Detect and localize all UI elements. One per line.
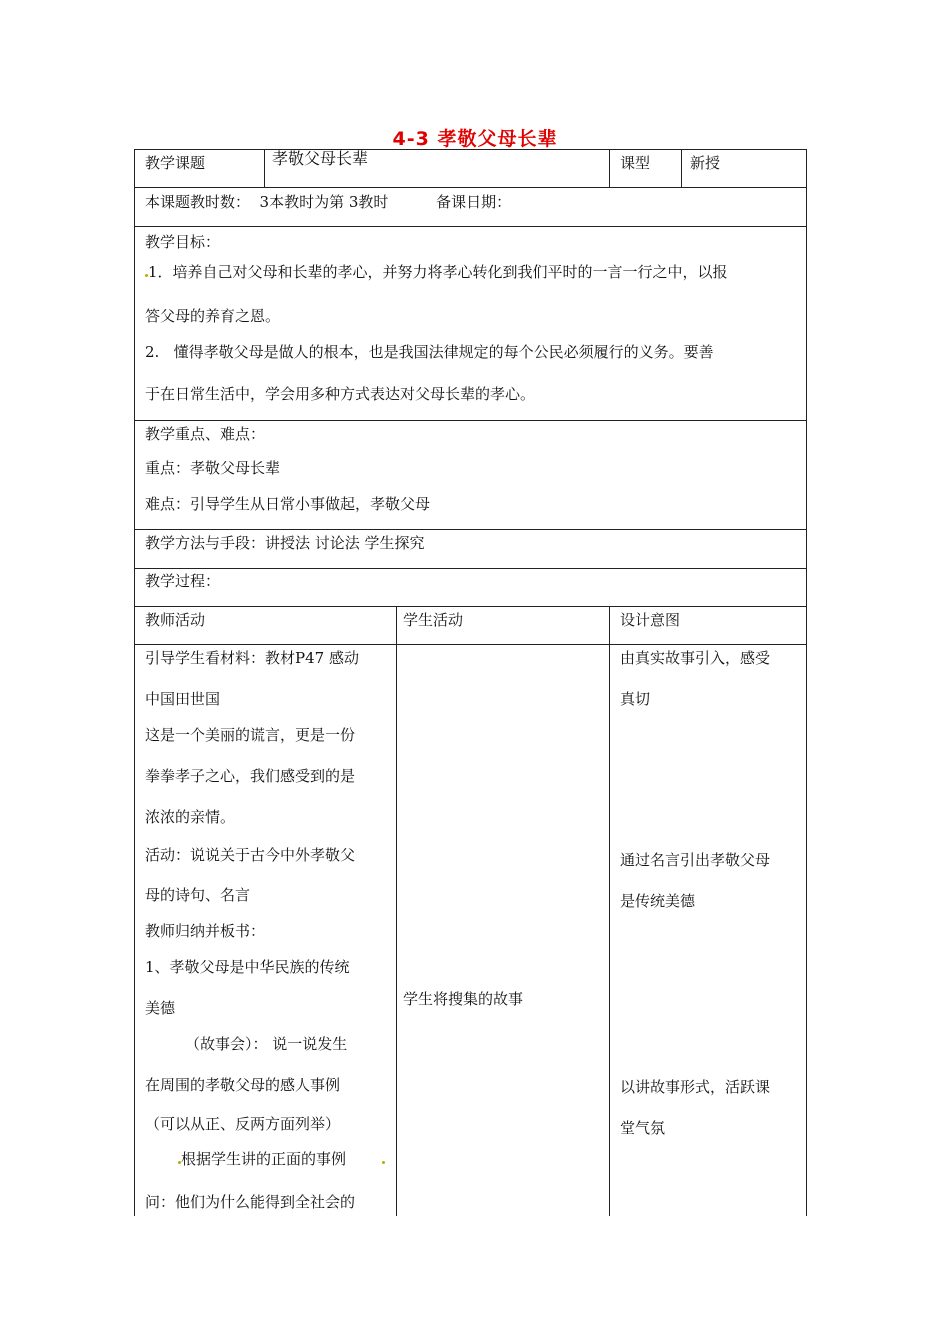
teacher-line: 美德 <box>145 999 176 1017</box>
teacher-line: 在周围的孝敬父母的感人事例 <box>145 1076 341 1094</box>
row-divider <box>135 568 806 569</box>
key-points-heading: 教学重点、难点： <box>145 425 266 443</box>
methods-row: 教学方法与手段：讲授法 讨论法 学生探究 <box>145 534 425 552</box>
intent-line: 是传统美德 <box>620 892 696 910</box>
topic-value: 孝敬父母长辈 <box>272 149 369 168</box>
column-divider <box>609 606 610 1216</box>
intent-line: 堂气氛 <box>620 1119 666 1137</box>
intent-line: 通过名言引出孝敬父母 <box>620 851 771 869</box>
objective-line: 答父母的养育之恩。 <box>145 307 281 325</box>
intent-line: 真切 <box>620 690 651 708</box>
document-title: 4-3 孝敬父母长辈 <box>392 128 558 150</box>
teacher-line: 浓浓的亲情。 <box>145 808 236 826</box>
row-divider <box>135 606 806 607</box>
row-divider <box>135 226 806 227</box>
process-heading: 教学过程： <box>145 572 221 590</box>
teacher-line: 1、孝敬父母是中华民族的传统 <box>145 958 350 976</box>
intent-line: 由真实故事引入，感受 <box>620 649 771 667</box>
objectives-heading: 教学目标： <box>145 233 221 251</box>
teacher-line: 拳拳孝子之心，我们感受到的是 <box>145 767 356 785</box>
teacher-line: 母的诗句、名言 <box>145 886 251 904</box>
intent-line: 以讲故事形式，活跃课 <box>620 1078 771 1096</box>
revision-mark <box>382 1161 385 1164</box>
difficult-point: 难点：引导学生从日常小事做起，孝敬父母 <box>145 495 431 513</box>
column-divider <box>609 150 610 187</box>
row-divider <box>135 644 806 645</box>
teacher-line: 引导学生看材料：教材P47 感动 <box>145 649 359 667</box>
column-divider <box>396 606 397 1216</box>
objective-line: 1．培养自己对父母和长辈的孝心，并努力将孝心转化到我们平时的一言一行之中，以报 <box>148 263 728 281</box>
teacher-line: 问：他们为什么能得到全社会的 <box>145 1193 356 1211</box>
row-divider <box>135 187 806 188</box>
column-header-student: 学生活动 <box>403 611 464 629</box>
row-divider <box>135 529 806 530</box>
column-divider <box>681 150 682 187</box>
type-label: 课型 <box>620 154 651 172</box>
column-header-intent: 设计意图 <box>620 611 681 629</box>
teacher-line: 活动：说说关于古今中外孝敬父 <box>145 846 356 864</box>
column-divider <box>264 150 265 187</box>
topic-label: 教学课题 <box>145 154 206 172</box>
column-header-teacher: 教师活动 <box>145 611 206 629</box>
teacher-line: （故事会）： 说一说发生 <box>185 1035 348 1053</box>
teacher-line: 这是一个美丽的谎言，更是一份 <box>145 726 356 744</box>
teacher-line: 教师归纳并板书： <box>145 922 266 940</box>
teacher-line: 中国田世国 <box>145 690 221 708</box>
objective-line: 2. 懂得孝敬父母是做人的根本，也是我国法律规定的每个公民必须履行的义务。要善 <box>145 343 714 361</box>
hours-row: 本课题教时数： 3本教时为第 3教时 备课日期： <box>145 193 512 211</box>
teacher-line: 根据学生讲的正面的事例 <box>181 1150 347 1168</box>
row-divider <box>135 420 806 421</box>
objective-line: 于在日常生活中，学会用多种方式表达对父母长辈的孝心。 <box>145 385 536 403</box>
student-line: 学生将搜集的故事 <box>403 990 524 1008</box>
teacher-line: （可以从正、反两方面列举） <box>145 1115 341 1133</box>
key-point: 重点：孝敬父母长辈 <box>145 459 281 477</box>
type-value: 新授 <box>690 154 721 172</box>
